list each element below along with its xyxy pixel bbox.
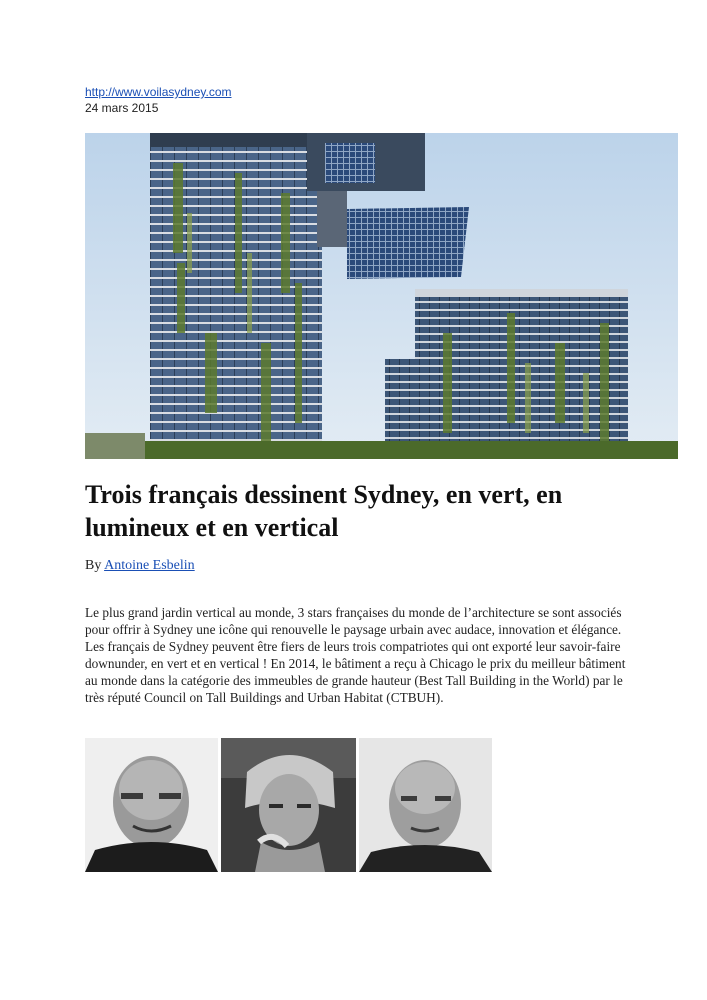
source-link[interactable]: http://www.voilasydney.com xyxy=(85,85,232,99)
portrait-photo-1-icon xyxy=(85,738,218,872)
portrait-3 xyxy=(359,738,492,872)
building-photo-icon xyxy=(85,133,678,459)
byline-prefix: By xyxy=(85,558,102,573)
article-body: Le plus grand jardin vertical au monde, 3 stars françaises du monde de l’architecture se sont associés pour offrir à Sydney une icône qui renouvelle le paysage urbain avec audace, innovation et élégance. Les français de Sydney peuvent être fiers de leurs trois compatriotes qui ont exporté leur savoir-faire downunder, en vert et en vertical ! En 2014, le bâtiment a reçu à Chicago le prix du meilleur bâtiment au monde dans la catégorie des immeubles de grande hauteur (Best Tall Building in the World) par le très réputé Council on Tall Buildings and Urban Habitat (CTBUH). xyxy=(85,605,626,705)
hero-building-photo xyxy=(85,133,678,459)
author-link[interactable]: Antoine Esbelin xyxy=(104,558,195,573)
portrait-photo-3-icon xyxy=(359,738,492,872)
publication-date: 24 mars 2015 xyxy=(85,101,159,115)
portrait-1 xyxy=(85,738,218,872)
portrait-2 xyxy=(221,738,356,872)
byline xyxy=(85,558,195,574)
article-title: Trois français dessinent Sydney, en vert, en lumineux et en vertical xyxy=(85,480,563,542)
portrait-photo-2-icon xyxy=(221,738,356,872)
